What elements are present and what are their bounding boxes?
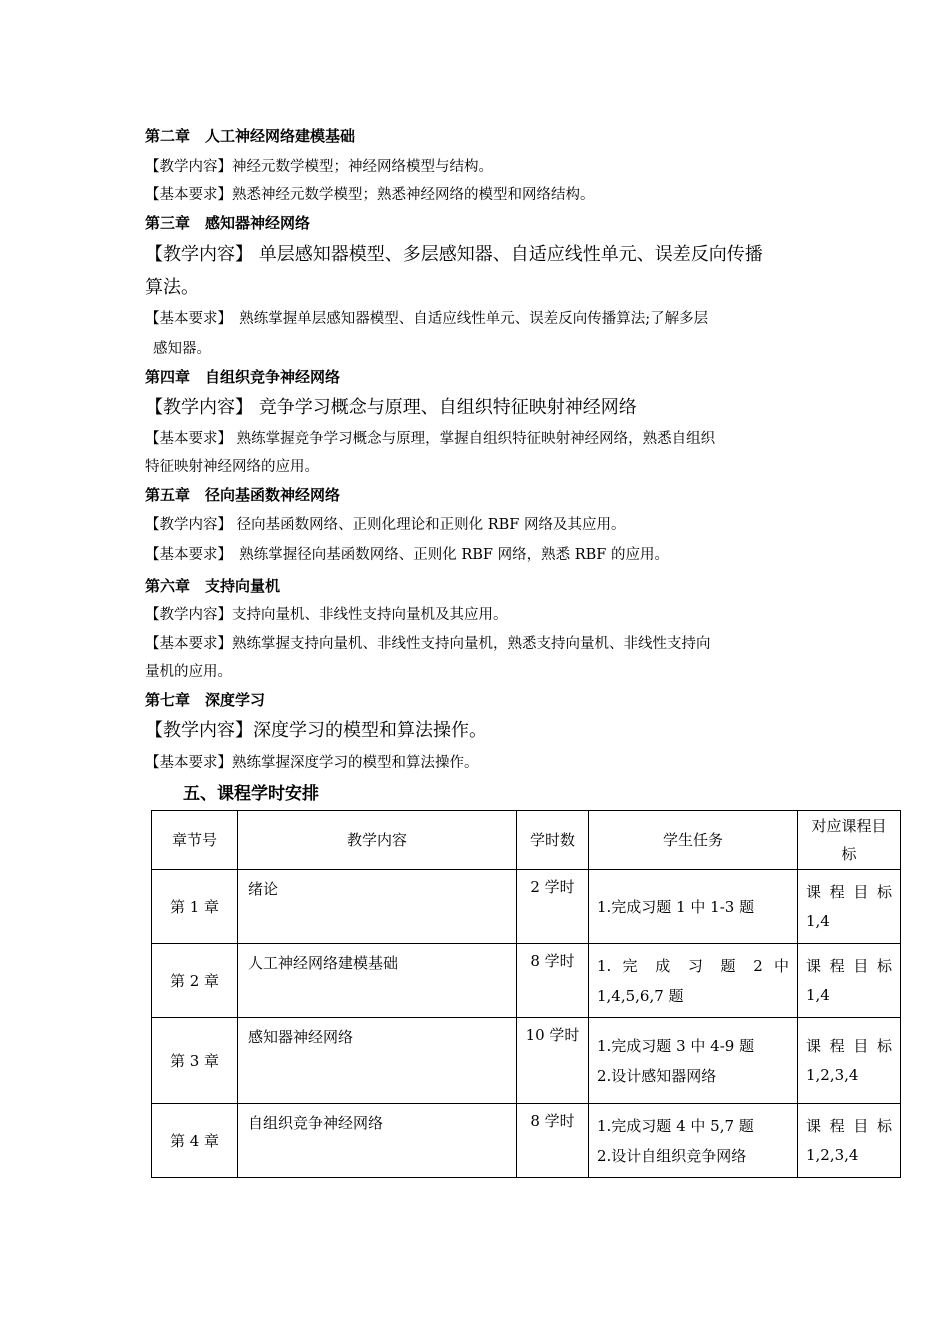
table-row	[152, 870, 901, 944]
task-line: 2.设计感知器网络	[597, 1066, 717, 1085]
row-goal: 课 程 目 标 1,2,3,4	[798, 1018, 901, 1104]
header-hours: 学时数	[517, 811, 589, 870]
chapter-3-content-line1: 【教学内容】 单层感知器模型、多层感知器、自适应线性单元、误差反向传播	[145, 244, 763, 265]
row-hours: 8 学时	[517, 1104, 589, 1178]
chapter-3-title: 第三章 感知器神经网络	[145, 214, 311, 232]
chapter-2-requirement: 【基本要求】熟悉神经元数学模型；熟悉神经网络的模型和网络结构。	[145, 187, 595, 203]
table-row	[152, 1018, 901, 1104]
chapter-7-requirement: 【基本要求】熟练掌握深度学习的模型和算法操作。	[145, 755, 479, 771]
row-content: 感知器神经网络	[238, 1018, 517, 1104]
header-tasks: 学生任务	[589, 811, 798, 870]
chapter-3-requirement-line2: 感知器。	[153, 341, 211, 357]
row-content: 自组织竞争神经网络	[238, 1104, 517, 1178]
schedule-table	[151, 810, 901, 1178]
chapter-7-title: 第七章 深度学习	[145, 691, 266, 709]
chapter-5-requirement: 【基本要求】 熟练掌握径向基函数网络、正则化 RBF 网络，熟悉 RBF 的应用。	[145, 547, 669, 563]
chapter-6-content: 【教学内容】支持向量机、非线性支持向量机及其应用。	[145, 607, 508, 623]
chapter-6-requirement-line2: 量机的应用。	[145, 664, 232, 680]
row-chapter: 第 1 章	[152, 870, 238, 944]
chapter-4-requirement-line2: 特征映射神经网络的应用。	[145, 459, 319, 475]
chapter-2-title: 第二章 人工神经网络建模基础	[145, 127, 356, 145]
table-row	[152, 1104, 901, 1178]
row-goal: 课 程 目 标 1,4	[798, 870, 901, 944]
chapter-3-content-line2: 算法。	[145, 277, 199, 298]
row-hours: 2 学时	[517, 870, 589, 944]
chapter-4-requirement-line1: 【基本要求】 熟练掌握竞争学习概念与原理，掌握自组织特征映射神经网络，熟悉自组织	[145, 431, 716, 447]
row-tasks	[589, 944, 798, 1018]
chapter-6-title: 第六章 支持向量机	[145, 577, 281, 595]
header-goal: 对应课程目标	[798, 811, 901, 870]
header-chapter: 章节号	[152, 811, 238, 870]
chapter-4-content: 【教学内容】 竞争学习概念与原理、自组织特征映射神经网络	[145, 397, 637, 418]
chapter-7-content: 【教学内容】深度学习的模型和算法操作。	[145, 720, 487, 741]
header-content: 教学内容	[238, 811, 517, 870]
table-row	[152, 944, 901, 1018]
chapter-6-requirement-line1: 【基本要求】熟练掌握支持向量机、非线性支持向量机，熟悉支持向量机、非线性支持向	[145, 636, 711, 652]
row-chapter: 第 3 章	[152, 1018, 238, 1104]
row-content: 绪论	[238, 870, 517, 944]
chapter-4-title: 第四章 自组织竞争神经网络	[145, 368, 341, 386]
task-line: 1.完成习题 4 中 5,7 题	[597, 1116, 754, 1135]
task-line: 1.完成习题 1 中 1-3 题	[597, 897, 755, 916]
row-tasks	[589, 1104, 798, 1178]
row-goal: 课 程 目 标 1,2,3,4	[798, 1104, 901, 1178]
row-chapter: 第 4 章	[152, 1104, 238, 1178]
chapter-5-content: 【教学内容】 径向基函数网络、正则化理论和正则化 RBF 网络及其应用。	[145, 517, 626, 533]
row-goal: 课 程 目 标 1,4	[798, 944, 901, 1018]
row-tasks	[589, 1018, 798, 1104]
row-hours: 10 学时	[517, 1018, 589, 1104]
task-line: 1.完成习题 3 中 4-9 题	[597, 1036, 755, 1055]
row-tasks	[589, 870, 798, 944]
task-line: 2.设计自组织竞争网络	[597, 1146, 747, 1165]
chapter-5-title: 第五章 径向基函数神经网络	[145, 486, 341, 504]
task-line: 1. 完 成 习 题 2 中 1,4,5,6,7 题	[597, 956, 789, 1005]
chapter-2-content: 【教学内容】神经元数学模型；神经网络模型与结构。	[145, 159, 493, 175]
row-content: 人工神经网络建模基础	[238, 944, 517, 1018]
table-header-row	[152, 811, 901, 870]
section-title: 五、课程学时安排	[183, 784, 319, 804]
row-hours: 8 学时	[517, 944, 589, 1018]
chapter-3-requirement-line1: 【基本要求】 熟练掌握单层感知器模型、自适应线性单元、误差反向传播算法;了解多层	[145, 311, 709, 327]
row-chapter: 第 2 章	[152, 944, 238, 1018]
